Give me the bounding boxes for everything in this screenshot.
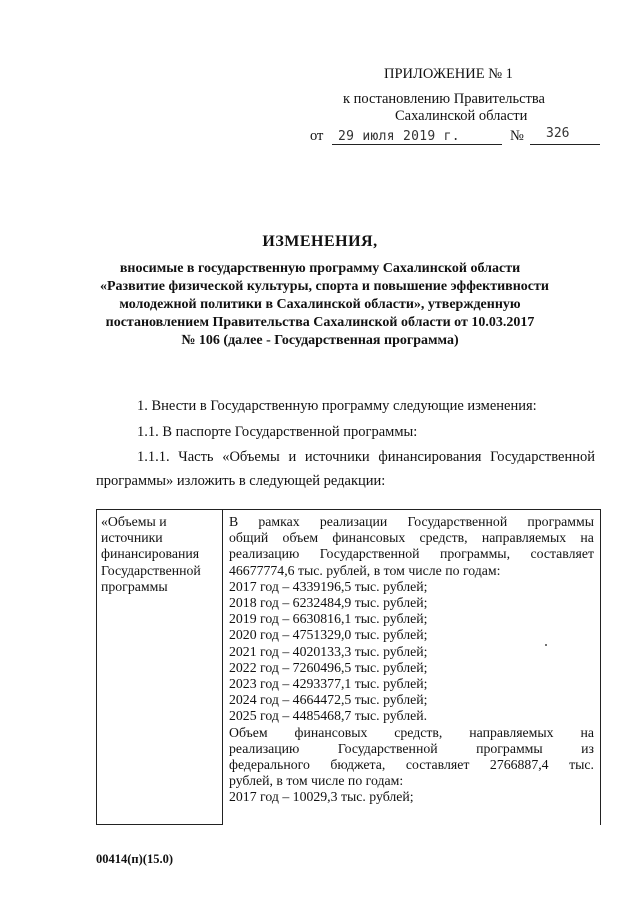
funding-details-cell — [223, 510, 601, 825]
paragraph-1-1-1 — [137, 449, 595, 466]
word: источники — [304, 449, 370, 465]
word: Государственной — [337, 740, 438, 756]
date-number-row — [310, 126, 610, 148]
label-line: «Объемы и — [101, 514, 167, 529]
justified-line — [229, 757, 594, 773]
word: реализацию — [229, 546, 300, 562]
paragraph-1-1: 1.1. В паспорте Государственной программы: — [137, 424, 418, 440]
subtitle-line: постановлением Правительства Сахалинской области от 10.03.2017 — [105, 315, 535, 330]
label-line: программы — [101, 578, 168, 594]
year-amount-line: 2024 год – 4664472,5 тыс. рублей; — [229, 692, 428, 708]
scan-speck — [545, 644, 547, 646]
word: Государственной — [490, 449, 595, 465]
year-amount-line: 2020 год – 4751329,0 тыс. рублей; — [229, 627, 428, 643]
year-amount-line: 2021 год – 4020133,3 тыс. рублей; — [229, 643, 428, 659]
word: финансовых — [332, 530, 406, 546]
region-name: Сахалинской области — [395, 108, 528, 124]
date-field — [332, 126, 502, 145]
word: финансовых — [294, 724, 368, 740]
footer-code: 00414(п)(15.0) — [96, 852, 173, 866]
word: средств, — [419, 530, 468, 546]
word: программы — [476, 740, 543, 756]
label-line: финансирования — [101, 546, 200, 562]
year-amount-line: 2017 год – 4339196,5 тыс. рублей; — [229, 578, 428, 594]
word: бюджета, — [330, 757, 386, 773]
number-value: 326 — [546, 126, 570, 141]
word: 2766887,4 — [489, 757, 549, 773]
appendix-label: ПРИЛОЖЕНИЕ № 1 — [384, 66, 513, 82]
funding-label-cell — [97, 510, 223, 825]
word: составляет — [530, 546, 594, 562]
word: программы — [527, 514, 594, 529]
word: на — [580, 724, 594, 740]
word: В — [229, 514, 239, 529]
justified-line — [229, 741, 594, 757]
resolution-reference: к постановлению Правительства — [343, 91, 545, 107]
word: направляемых — [481, 530, 567, 546]
word: Государственной — [407, 514, 508, 529]
word: Часть — [178, 449, 214, 465]
subtitle-line: молодежной политики в Сахалинской области», утвержденную — [119, 297, 521, 312]
justified-line — [229, 546, 594, 562]
word: на — [580, 530, 594, 546]
word: и — [288, 449, 297, 465]
year-amount-line: 2025 год – 4485468,7 тыс. рублей. — [229, 708, 428, 724]
word: средств, — [394, 724, 443, 740]
date-value: 29 июля 2019 г. — [338, 129, 460, 144]
word: направляемых — [469, 724, 554, 740]
word: объем — [282, 530, 319, 546]
funding-table — [96, 509, 601, 825]
justified-line — [229, 514, 594, 530]
justified-line — [137, 449, 595, 466]
word: из — [581, 740, 594, 756]
table-row — [97, 510, 601, 825]
justified-line — [229, 530, 594, 546]
number-prefix: № — [510, 128, 524, 144]
year-amount-line: 2019 год – 6630816,1 тыс. рублей; — [229, 611, 428, 627]
year-amount-line: 2023 год – 4293377,1 тыс. рублей; — [229, 676, 428, 692]
year-amount-line: 2018 год – 6232484,9 тыс. рублей; — [229, 595, 428, 611]
document-title: ИЗМЕНЕНИЯ, — [262, 233, 378, 250]
label-line: источники — [101, 530, 163, 546]
word: составляет — [405, 757, 470, 773]
federal-per-year-line: рублей, в том числе по годам: — [229, 773, 404, 789]
label-line: Государственной — [101, 562, 201, 578]
total-amount-line: 46677774,6 тыс. рублей, в том числе по годам: — [229, 562, 501, 578]
word: Объем — [229, 724, 268, 740]
federal-year-amount-line: 2017 год – 10029,3 тыс. рублей; — [229, 789, 414, 805]
word: «Объемы — [222, 449, 280, 465]
year-amount-line: 2022 год – 7260496,5 тыс. рублей; — [229, 659, 428, 675]
paragraph-1: 1. Внести в Государственную программу следующие изменения: — [137, 398, 537, 414]
subtitle-line: «Развитие физической культуры, спорта и повышение эффективности — [100, 279, 549, 294]
justified-line — [229, 725, 594, 741]
word: федерального — [229, 757, 310, 773]
word: программы, — [439, 546, 511, 562]
paragraph-continuation: программы» изложить в следующей редакции: — [96, 473, 386, 489]
number-field — [530, 126, 600, 145]
word: реализации — [319, 514, 388, 529]
date-prefix: от — [310, 128, 324, 144]
word: общий — [229, 530, 269, 546]
word: реализацию — [229, 740, 300, 756]
word: тыс. — [569, 757, 594, 773]
word: финансирования — [378, 449, 482, 465]
document-subtitle — [100, 260, 549, 350]
word: рамках — [258, 514, 300, 529]
word: Государственной — [319, 546, 420, 562]
word: 1.1.1. — [137, 449, 170, 465]
subtitle-line: № 106 (далее - Государственная программа) — [181, 333, 459, 348]
subtitle-line: вносимые в государственную программу Сахалинской области — [119, 261, 521, 276]
